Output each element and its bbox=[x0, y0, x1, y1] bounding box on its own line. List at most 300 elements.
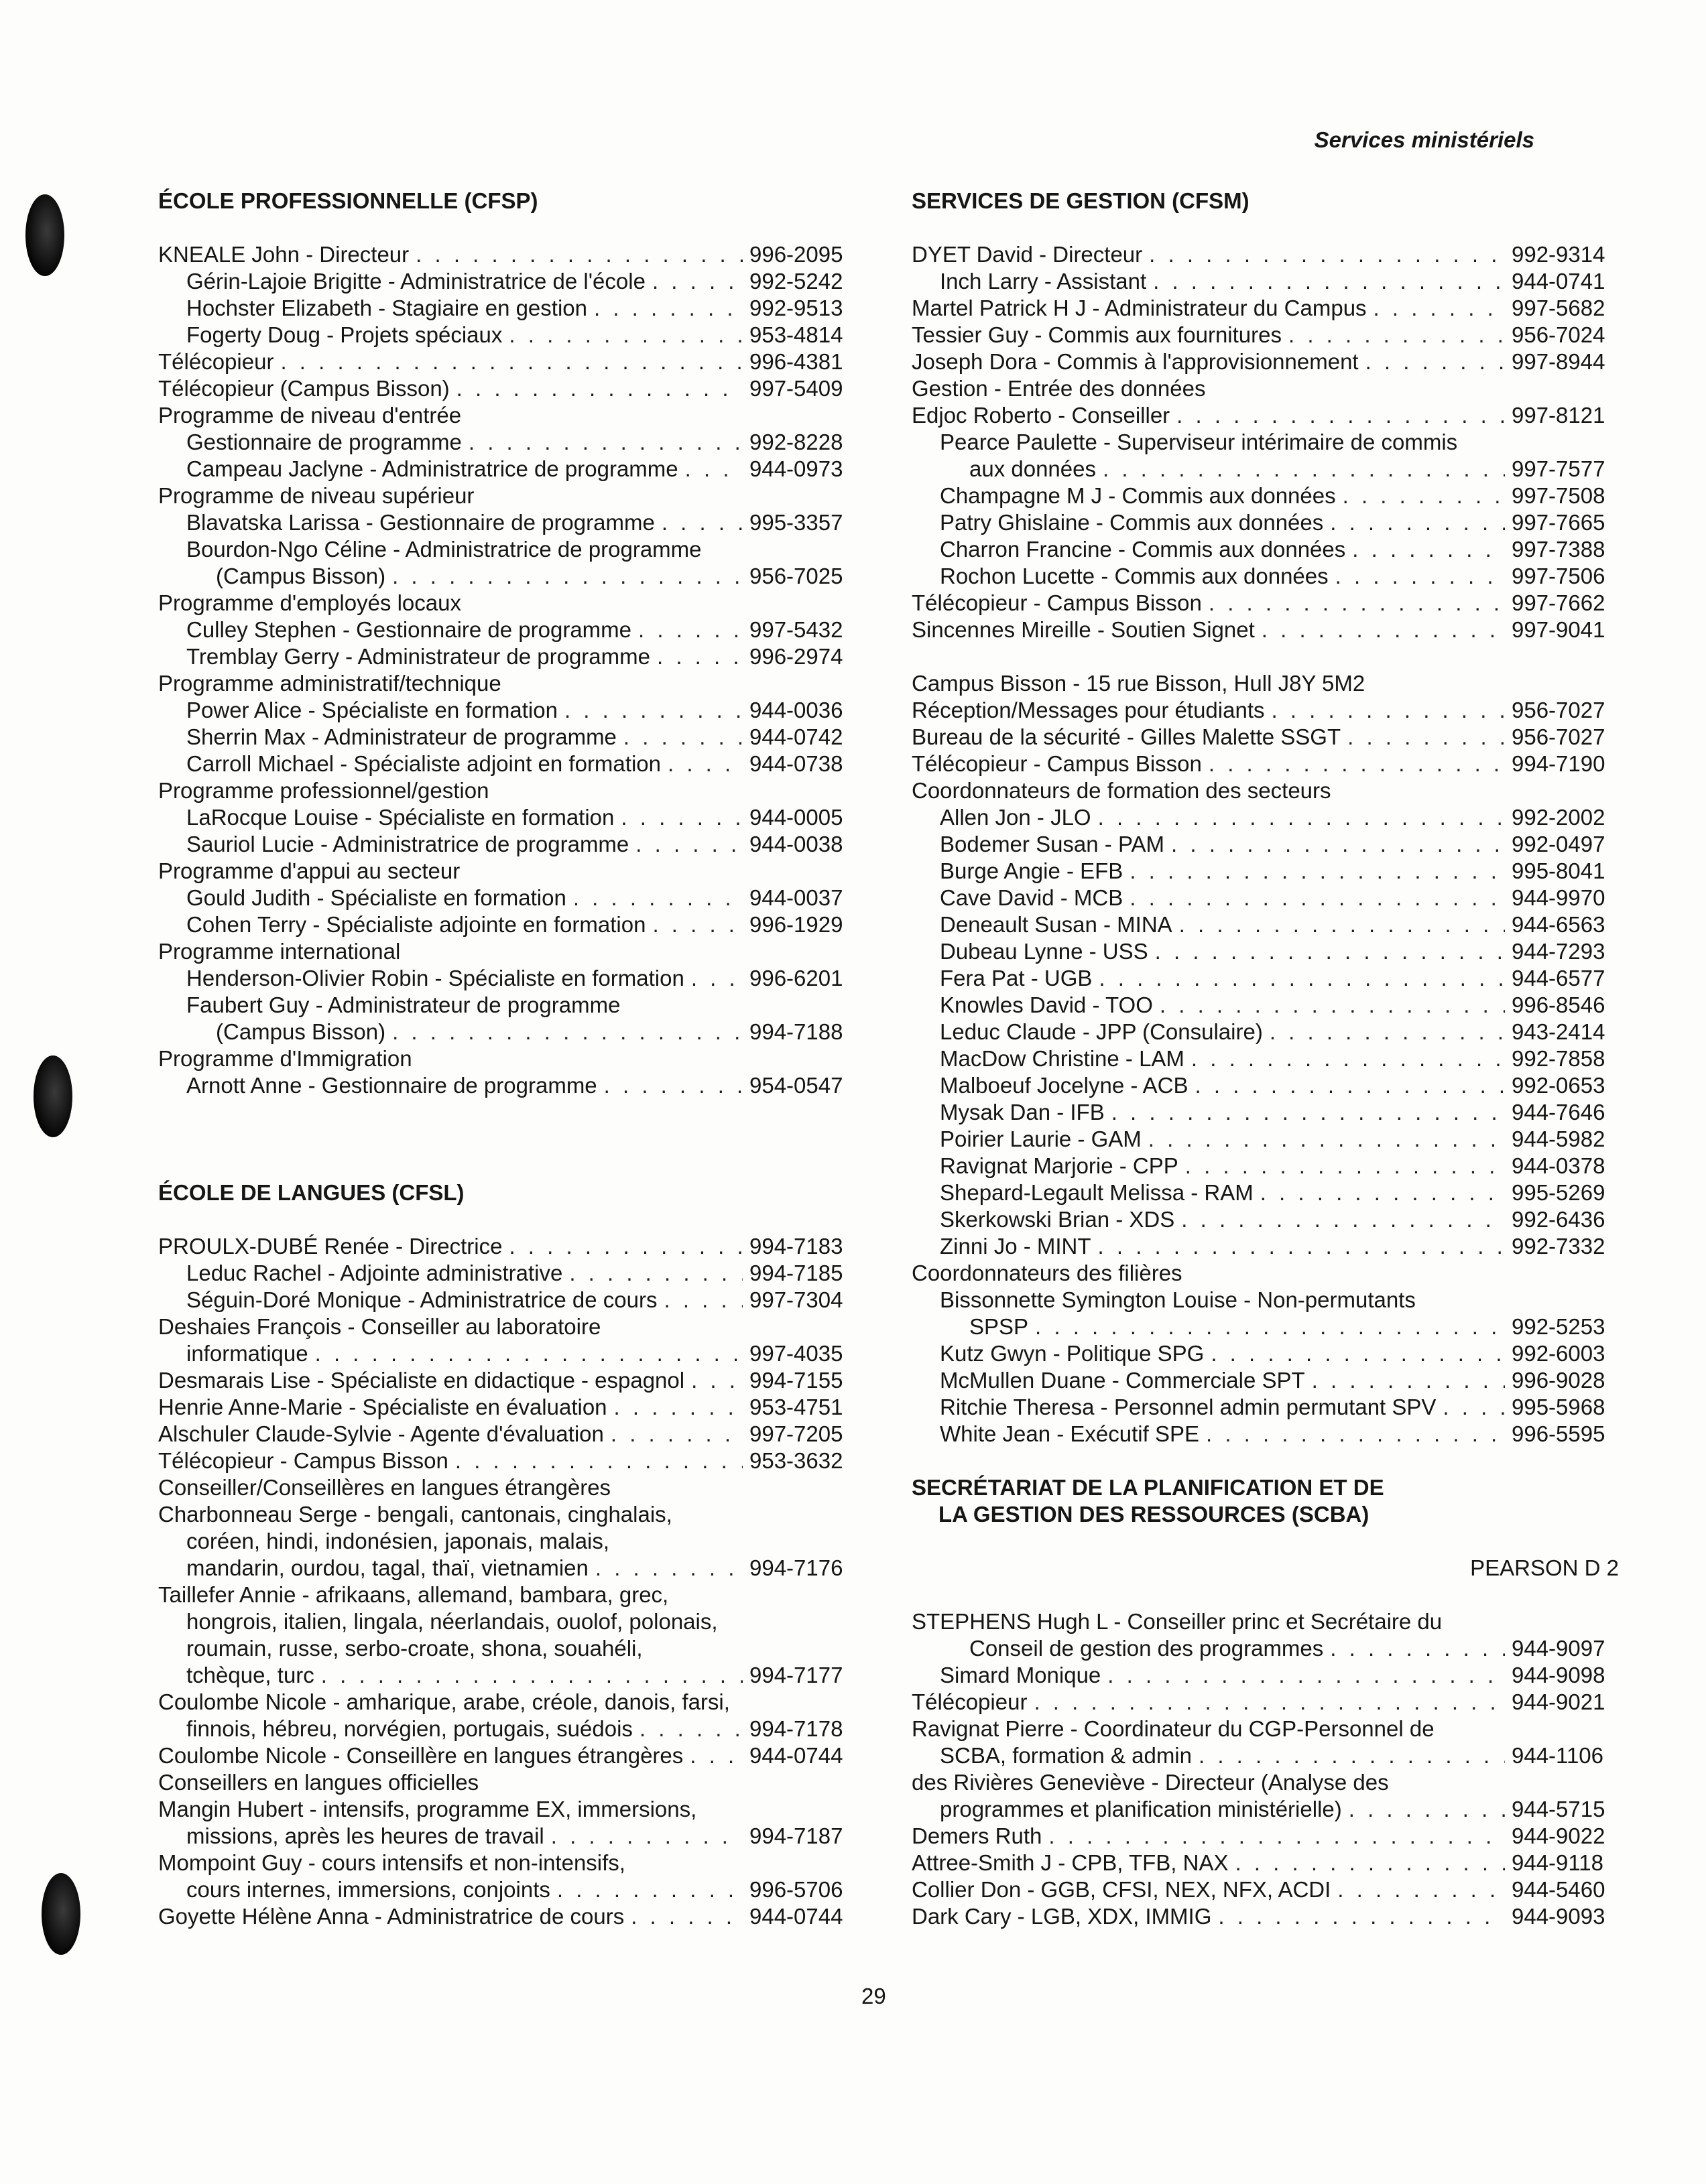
dot-leader bbox=[456, 375, 743, 402]
dot-leader bbox=[614, 1394, 743, 1421]
phone-number: 956-7025 bbox=[749, 564, 843, 588]
dot-leader bbox=[664, 1287, 743, 1313]
directory-entry bbox=[912, 456, 1619, 483]
entry-label: KNEALE John - Directeur bbox=[158, 242, 410, 267]
directory-entry bbox=[912, 590, 1619, 617]
dot-leader bbox=[621, 804, 743, 831]
directory-entry bbox=[158, 1367, 857, 1394]
dot-leader bbox=[1443, 1394, 1505, 1421]
directory-entry bbox=[158, 1448, 857, 1474]
entry-label: Télécopieur - Campus Bisson bbox=[158, 1448, 448, 1473]
directory-entry bbox=[912, 938, 1619, 965]
directory-entry bbox=[158, 885, 857, 911]
directory-entry bbox=[158, 804, 857, 831]
directory-entry bbox=[912, 831, 1619, 858]
directory-entry bbox=[912, 1153, 1619, 1179]
directory-entry bbox=[912, 751, 1619, 777]
phone-number: 996-2095 bbox=[749, 242, 843, 267]
directory-entry bbox=[912, 885, 1619, 911]
directory-entry bbox=[912, 965, 1619, 992]
entry-label: Desmarais Lise - Spécialiste en didactique - espagnol bbox=[158, 1368, 685, 1393]
directory-entry bbox=[912, 1126, 1619, 1153]
entry-label: Conseillers en langues officielles bbox=[158, 1770, 479, 1795]
directory-list bbox=[912, 241, 1619, 1448]
entry-label: Joseph Dora - Commis à l'approvisionnement bbox=[912, 349, 1359, 374]
entry-label: Coulombe Nicole - Conseillère en langues étrangères bbox=[158, 1743, 684, 1768]
entry-label: Conseil de gestion des programmes bbox=[969, 1636, 1324, 1661]
section-title: ÉCOLE PROFESSIONNELLE (CFSP) bbox=[158, 188, 538, 213]
phone-number: 944-9097 bbox=[1512, 1636, 1605, 1661]
entry-label: McMullen Duane - Commerciale SPT bbox=[940, 1368, 1305, 1393]
entry-label: Hochster Elizabeth - Stagiaire en gestion bbox=[186, 296, 587, 320]
dot-leader bbox=[652, 268, 743, 295]
phone-number: 944-5715 bbox=[1512, 1797, 1605, 1821]
directory-entry bbox=[912, 697, 1619, 724]
dot-leader bbox=[1148, 1126, 1505, 1153]
dot-leader bbox=[1330, 1635, 1505, 1662]
dot-leader bbox=[392, 563, 743, 590]
directory-entry bbox=[158, 1608, 857, 1635]
section-cfsp bbox=[158, 188, 857, 1099]
phone-number: 944-9093 bbox=[1512, 1904, 1605, 1929]
dot-leader bbox=[1098, 804, 1505, 831]
directory-entry bbox=[158, 1394, 857, 1421]
entry-label: aux données bbox=[969, 456, 1096, 481]
entry-label: Campeau Jaclyne - Administratrice de programme bbox=[186, 456, 678, 481]
directory-entry bbox=[912, 1367, 1619, 1394]
phone-number: 997-7506 bbox=[1512, 564, 1605, 588]
directory-entry bbox=[158, 375, 857, 402]
directory-entry bbox=[912, 1206, 1619, 1233]
dot-leader bbox=[1149, 241, 1505, 268]
dot-leader bbox=[1098, 1233, 1505, 1260]
phone-number: 944-9022 bbox=[1512, 1823, 1605, 1848]
directory-entry bbox=[912, 322, 1619, 348]
directory-entry bbox=[912, 804, 1619, 831]
directory-entry bbox=[912, 992, 1619, 1019]
entry-label: Programme d'employés locaux bbox=[158, 590, 461, 615]
phone-number: 997-9041 bbox=[1512, 617, 1605, 642]
phone-number: 944-9118 bbox=[1512, 1850, 1604, 1875]
phone-number: 997-5409 bbox=[749, 376, 843, 401]
directory-entry bbox=[158, 509, 857, 536]
entry-label: Mysak Dan - IFB bbox=[940, 1100, 1105, 1125]
phone-number: 944-9098 bbox=[1512, 1663, 1605, 1687]
directory-entry bbox=[912, 777, 1619, 804]
phone-number: 944-5982 bbox=[1512, 1127, 1605, 1151]
directory-entry bbox=[158, 348, 857, 375]
entry-label: Culley Stephen - Gestionnaire de programme bbox=[186, 617, 632, 642]
directory-entry bbox=[158, 456, 857, 483]
dot-leader bbox=[1111, 1099, 1505, 1126]
directory-entry bbox=[158, 1287, 857, 1313]
dot-leader bbox=[1365, 348, 1505, 375]
directory-entry bbox=[912, 402, 1619, 429]
entry-label: Télécopieur bbox=[158, 349, 274, 374]
directory-entry bbox=[912, 1876, 1619, 1903]
phone-number: 997-4035 bbox=[749, 1341, 843, 1366]
entry-label: Dark Cary - LGB, XDX, IMMIG bbox=[912, 1904, 1212, 1929]
directory-entry bbox=[158, 590, 857, 617]
entry-label: Mompoint Guy - cours intensifs et non-intensifs, bbox=[158, 1850, 625, 1875]
entry-label: Poirier Laurie - GAM bbox=[940, 1127, 1142, 1151]
phone-number: 996-9028 bbox=[1512, 1368, 1605, 1393]
directory-entry bbox=[158, 1769, 857, 1796]
directory-entry bbox=[158, 777, 857, 804]
phone-number: 995-8041 bbox=[1512, 858, 1605, 883]
phone-number: 944-6577 bbox=[1512, 966, 1605, 990]
entry-label: Coulombe Nicole - amharique, arabe, créole, danois, farsi, bbox=[158, 1689, 730, 1714]
phone-number: 997-7304 bbox=[749, 1287, 843, 1312]
directory-entry bbox=[912, 1742, 1619, 1769]
directory-entry bbox=[158, 536, 857, 563]
dot-leader bbox=[623, 724, 743, 751]
entry-label: Pearce Paulette - Superviseur intérimaire de commis bbox=[940, 430, 1458, 454]
phone-number: 996-2974 bbox=[749, 644, 843, 669]
dot-leader bbox=[1349, 1796, 1505, 1823]
section-title: SERVICES DE GESTION (CFSM) bbox=[912, 188, 1250, 213]
dot-leader bbox=[1195, 1072, 1505, 1099]
entry-label: Sincennes Mireille - Soutien Signet bbox=[912, 617, 1255, 642]
directory-entry bbox=[158, 697, 857, 724]
entry-label: Rochon Lucette - Commis aux données bbox=[940, 564, 1329, 588]
directory-entry bbox=[158, 1019, 857, 1045]
entry-label: Programme de niveau supérieur bbox=[158, 483, 475, 508]
entry-label: Fogerty Doug - Projets spéciaux bbox=[186, 322, 503, 347]
dot-leader bbox=[416, 241, 743, 268]
phone-number: 944-0378 bbox=[1512, 1153, 1605, 1178]
directory-entry bbox=[912, 1045, 1619, 1072]
directory-entry bbox=[912, 1260, 1619, 1287]
entry-label: Télécopieur bbox=[912, 1689, 1028, 1714]
entry-label: Martel Patrick H J - Administrateur du Campus bbox=[912, 296, 1367, 320]
section-title bbox=[912, 1474, 1619, 1528]
directory-entry bbox=[158, 1260, 857, 1287]
phone-number: 994-7185 bbox=[749, 1261, 843, 1285]
directory-entry bbox=[158, 1045, 857, 1072]
phone-number: 994-7155 bbox=[749, 1368, 843, 1393]
entry-label: Faubert Guy - Administrateur de programme bbox=[186, 992, 621, 1017]
dot-leader bbox=[1272, 697, 1506, 724]
dot-leader bbox=[652, 911, 743, 938]
directory-entry bbox=[158, 831, 857, 858]
phone-number: 944-0973 bbox=[749, 456, 843, 481]
entry-label: informatique bbox=[186, 1341, 308, 1366]
entry-label: Carroll Michael - Spécialiste adjoint en formation bbox=[186, 751, 661, 776]
entry-label: Programme d'appui au secteur bbox=[158, 858, 461, 883]
phone-number: 997-7388 bbox=[1512, 537, 1605, 562]
phone-number: 996-4381 bbox=[749, 349, 843, 374]
entry-label: Programme professionnel/gestion bbox=[158, 778, 489, 803]
directory-entry bbox=[912, 1850, 1619, 1876]
phone-number: 994-7178 bbox=[749, 1716, 843, 1741]
directory-entry bbox=[912, 509, 1619, 536]
phone-number: 944-0742 bbox=[749, 724, 843, 749]
phone-number: 997-5432 bbox=[749, 617, 843, 642]
phone-number: 992-7332 bbox=[1512, 1234, 1605, 1259]
phone-number: 995-5269 bbox=[1512, 1180, 1605, 1205]
entry-label: Ravignat Marjorie - CPP bbox=[940, 1153, 1178, 1178]
phone-number: 994-7188 bbox=[749, 1019, 843, 1044]
phone-number: 944-0005 bbox=[749, 805, 843, 830]
directory-entry bbox=[158, 1421, 857, 1448]
dot-leader bbox=[1270, 1019, 1505, 1045]
entry-label: Deneault Susan - MINA bbox=[940, 912, 1172, 937]
entry-label: coréen, hindi, indonésien, japonais, malais, bbox=[186, 1529, 610, 1553]
dot-leader bbox=[315, 1340, 743, 1367]
dot-leader bbox=[1155, 938, 1505, 965]
phone-number: 994-7183 bbox=[749, 1234, 843, 1259]
dot-leader bbox=[1181, 1206, 1505, 1233]
phone-number: 996-8546 bbox=[1512, 992, 1605, 1017]
dot-leader bbox=[1185, 1153, 1505, 1179]
phone-number: 992-6436 bbox=[1512, 1207, 1605, 1232]
dot-leader bbox=[1206, 1421, 1505, 1448]
phone-number: 944-7293 bbox=[1512, 939, 1605, 964]
dot-leader bbox=[1099, 965, 1505, 992]
directory-entry bbox=[158, 992, 857, 1019]
entry-label: SPSP bbox=[969, 1314, 1029, 1339]
directory-entry bbox=[158, 483, 857, 509]
dot-leader bbox=[1262, 617, 1505, 643]
dot-leader bbox=[604, 1072, 743, 1099]
entry-label: Blavatska Larissa - Gestionnaire de programme bbox=[186, 510, 655, 535]
entry-label: roumain, russe, serbo-croate, shona, souahéli, bbox=[186, 1636, 643, 1661]
directory-entry bbox=[912, 375, 1619, 402]
directory-entry bbox=[912, 483, 1619, 509]
directory-entry bbox=[158, 1903, 857, 1930]
dot-leader bbox=[1218, 1903, 1505, 1930]
dot-leader bbox=[1337, 1876, 1505, 1903]
phone-number: 944-6563 bbox=[1512, 912, 1605, 937]
phone-number: 944-5460 bbox=[1512, 1877, 1605, 1902]
directory-entry bbox=[912, 1689, 1619, 1716]
phone-number: 944-0038 bbox=[749, 832, 843, 856]
entry-label: Leduc Rachel - Adjointe administrative bbox=[186, 1261, 563, 1285]
entry-label: Séguin-Doré Monique - Administratrice de cours bbox=[186, 1287, 658, 1312]
entry-label: Coordonnateurs des filières bbox=[912, 1261, 1182, 1285]
section-title: ÉCOLE DE LANGUES (CFSL) bbox=[158, 1180, 465, 1205]
entry-label: Collier Don - GGB, CFSI, NEX, NFX, ACDI bbox=[912, 1877, 1331, 1902]
office-location: PEARSON D 2 bbox=[1470, 1555, 1619, 1580]
phone-number: 994-7176 bbox=[749, 1555, 843, 1580]
phone-number: 997-8121 bbox=[1512, 403, 1605, 428]
dot-leader bbox=[595, 1555, 743, 1582]
directory-entry bbox=[158, 429, 857, 456]
dot-leader bbox=[1048, 1823, 1505, 1850]
directory-entry bbox=[912, 724, 1619, 751]
phone-number: 944-9970 bbox=[1512, 885, 1605, 910]
dot-leader bbox=[321, 1662, 743, 1689]
entry-label: Programme international bbox=[158, 939, 401, 964]
dot-leader bbox=[455, 1448, 743, 1474]
directory-entry bbox=[158, 751, 857, 777]
dot-leader bbox=[1130, 885, 1505, 911]
phone-number: 956-7024 bbox=[1512, 322, 1605, 347]
phone-number: 992-7858 bbox=[1512, 1046, 1605, 1071]
directory-entry bbox=[158, 1474, 857, 1501]
dot-leader bbox=[1235, 1850, 1506, 1876]
entry-label: Cave David - MCB bbox=[940, 885, 1123, 910]
directory-entry bbox=[158, 617, 857, 643]
phone-number: 997-7577 bbox=[1512, 456, 1605, 481]
directory-entry bbox=[912, 858, 1619, 885]
directory-entry bbox=[912, 911, 1619, 938]
directory-entry bbox=[158, 1582, 857, 1608]
directory-entry bbox=[912, 268, 1619, 295]
entry-label: Edjoc Roberto - Conseiller bbox=[912, 403, 1170, 428]
phone-number: 956-7027 bbox=[1512, 698, 1605, 722]
directory-entry bbox=[912, 1635, 1619, 1662]
dot-leader bbox=[569, 1260, 743, 1287]
entry-label: Mangin Hubert - intensifs, programme EX, immersions, bbox=[158, 1797, 697, 1821]
section-cfsm bbox=[912, 188, 1619, 1448]
entry-label: White Jean - Exécutif SPE bbox=[940, 1421, 1199, 1446]
dot-leader bbox=[1312, 1367, 1505, 1394]
dot-leader bbox=[1179, 911, 1505, 938]
directory-entry bbox=[158, 563, 857, 590]
dot-leader bbox=[1374, 295, 1505, 322]
directory-entry bbox=[158, 402, 857, 429]
phone-number: 992-9314 bbox=[1512, 242, 1605, 267]
dot-leader bbox=[690, 1742, 743, 1769]
phone-number: 953-3632 bbox=[749, 1448, 843, 1473]
directory-entry bbox=[158, 1528, 857, 1555]
directory-entry bbox=[912, 429, 1619, 456]
directory-entry bbox=[912, 1099, 1619, 1126]
entry-label: Programme administratif/technique bbox=[158, 671, 501, 696]
entry-label: Gestion - Entrée des données bbox=[912, 376, 1206, 401]
directory-entry bbox=[158, 1850, 857, 1876]
entry-label: des Rivières Geneviève - Directeur (Analyse des bbox=[912, 1770, 1389, 1795]
entry-label: STEPHENS Hugh L - Conseiller princ et Secrétaire du bbox=[912, 1609, 1443, 1634]
entry-label: Simard Monique bbox=[940, 1663, 1101, 1687]
directory-entry bbox=[158, 858, 857, 885]
directory-entry bbox=[912, 1769, 1619, 1796]
phone-number: 954-0547 bbox=[749, 1073, 843, 1098]
directory-entry bbox=[158, 1662, 857, 1689]
entry-label: Attree-Smith J - CPB, TFB, NAX bbox=[912, 1850, 1229, 1875]
dot-leader bbox=[1335, 563, 1505, 590]
dot-leader bbox=[1209, 751, 1505, 777]
directory-entry bbox=[912, 1072, 1619, 1099]
entry-label: Réception/Messages pour étudiants bbox=[912, 698, 1265, 722]
directory-entry bbox=[912, 1716, 1619, 1742]
dot-leader bbox=[635, 831, 743, 858]
entry-label: Coordonnateurs de formation des secteurs bbox=[912, 778, 1331, 803]
directory-entry bbox=[158, 724, 857, 751]
directory-entry bbox=[158, 1233, 857, 1260]
entry-label: Zinni Jo - MINT bbox=[940, 1234, 1091, 1259]
directory-entry bbox=[158, 241, 857, 268]
dot-leader bbox=[1288, 322, 1505, 348]
directory-list bbox=[912, 1608, 1619, 1930]
phone-number: 944-0036 bbox=[749, 698, 843, 722]
entry-label: Programme d'Immigration bbox=[158, 1046, 412, 1071]
phone-number: 995-5968 bbox=[1512, 1395, 1605, 1419]
directory-entry bbox=[158, 1501, 857, 1528]
directory-entry bbox=[158, 1742, 857, 1769]
entry-label: Charbonneau Serge - bengali, cantonais, cinghalais, bbox=[158, 1502, 672, 1527]
phone-number: 944-0037 bbox=[749, 885, 843, 910]
dot-leader bbox=[594, 295, 743, 322]
dot-leader bbox=[1209, 590, 1505, 617]
entry-label: Bodemer Susan - PAM bbox=[940, 832, 1165, 856]
phone-number: 944-9021 bbox=[1512, 1689, 1605, 1714]
entry-label: Malboeuf Jocelyne - ACB bbox=[940, 1073, 1189, 1098]
dot-leader bbox=[551, 1823, 743, 1850]
dot-leader bbox=[668, 751, 743, 777]
directory-entry bbox=[912, 241, 1619, 268]
directory-entry bbox=[912, 1421, 1619, 1448]
entry-label: Sherrin Max - Administrateur de programme bbox=[186, 724, 617, 749]
phone-number: 995-3357 bbox=[749, 510, 843, 535]
directory-entry bbox=[158, 322, 857, 348]
entry-label: Champagne M J - Commis aux données bbox=[940, 483, 1336, 508]
entry-label: Power Alice - Spécialiste en formation bbox=[186, 698, 558, 722]
phone-number: 997-8944 bbox=[1512, 349, 1605, 374]
phone-number: 992-5253 bbox=[1512, 1314, 1605, 1339]
dot-leader bbox=[1191, 1045, 1505, 1072]
entry-label: SCBA, formation & admin bbox=[940, 1743, 1192, 1768]
directory-entry bbox=[912, 1608, 1619, 1635]
directory-entry bbox=[912, 1287, 1619, 1313]
directory-entry bbox=[912, 1903, 1619, 1930]
entry-label: Ravignat Pierre - Coordinateur du CGP-Personnel de bbox=[912, 1716, 1435, 1741]
phone-number: 992-0653 bbox=[1512, 1073, 1605, 1098]
phone-number: 944-1106 bbox=[1512, 1743, 1604, 1768]
directory-entry bbox=[158, 1796, 857, 1823]
directory-entry bbox=[912, 617, 1619, 643]
entry-label: Skerkowski Brian - XDS bbox=[940, 1207, 1175, 1232]
phone-number: 992-8228 bbox=[749, 430, 843, 454]
phone-number: 953-4814 bbox=[749, 322, 843, 347]
entry-label: Campus Bisson - 15 rue Bisson, Hull J8Y 5M2 bbox=[912, 671, 1365, 696]
entry-label: Tessier Guy - Commis aux fournitures bbox=[912, 322, 1282, 347]
entry-label: Henrie Anne-Marie - Spécialiste en évaluation bbox=[158, 1395, 607, 1419]
entry-label: hongrois, italien, lingala, néerlandais, ouolof, polonais, bbox=[186, 1609, 718, 1634]
dot-leader bbox=[469, 429, 743, 456]
phone-number: 992-5242 bbox=[749, 269, 843, 294]
directory-entry bbox=[912, 670, 1619, 697]
directory-entry bbox=[158, 938, 857, 965]
phone-number: 996-5595 bbox=[1512, 1421, 1605, 1446]
directory-entry bbox=[912, 1823, 1619, 1850]
directory-entry bbox=[158, 1340, 857, 1367]
dot-leader bbox=[1103, 456, 1505, 483]
entry-label: Inch Larry - Assistant bbox=[940, 269, 1147, 294]
entry-label: LaRocque Louise - Spécialiste en formation bbox=[186, 805, 615, 830]
dot-leader bbox=[631, 1903, 743, 1930]
entry-label: Alschuler Claude-Sylvie - Agente d'évaluation bbox=[158, 1421, 604, 1446]
dot-leader bbox=[573, 885, 743, 911]
entry-label: PROULX-DUBÉ Renée - Directrice bbox=[158, 1234, 503, 1259]
dot-leader bbox=[1160, 992, 1505, 1019]
entry-label: Bureau de la sécurité - Gilles Malette SSGT bbox=[912, 724, 1341, 749]
directory-list bbox=[158, 1233, 857, 1930]
dot-leader bbox=[1171, 831, 1505, 858]
directory-entry bbox=[912, 1394, 1619, 1421]
dot-leader bbox=[1107, 1662, 1505, 1689]
entry-label: Burge Angie - EFB bbox=[940, 858, 1123, 883]
directory-entry bbox=[158, 643, 857, 670]
phone-number: 944-0741 bbox=[1512, 269, 1605, 294]
directory-entry bbox=[158, 1716, 857, 1742]
entry-label: Leduc Claude - JPP (Consulaire) bbox=[940, 1019, 1263, 1044]
phone-number: 997-7665 bbox=[1512, 510, 1605, 535]
dot-leader bbox=[557, 1876, 743, 1903]
binder-hole-middle bbox=[34, 1055, 72, 1137]
